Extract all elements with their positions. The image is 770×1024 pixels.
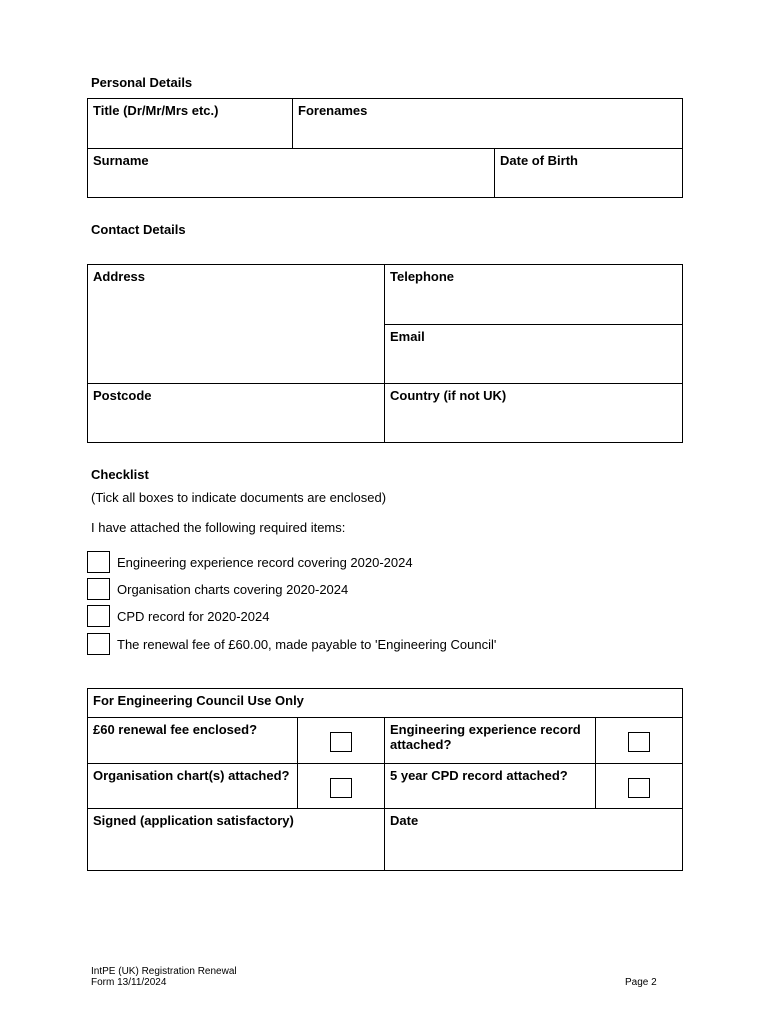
telephone-label: Telephone xyxy=(390,269,455,284)
signed-field[interactable] xyxy=(88,809,385,871)
org-chart-label: Organisation chart(s) attached? xyxy=(93,768,290,783)
email-field[interactable] xyxy=(385,325,683,384)
country-field[interactable] xyxy=(385,384,683,443)
cpd-attached-checkbox[interactable] xyxy=(628,778,650,798)
org-chart-checkbox[interactable] xyxy=(330,778,352,798)
office-use-heading-cell xyxy=(88,689,683,718)
footer-form-name: IntPE (UK) Registration Renewal xyxy=(91,966,237,977)
date-field[interactable] xyxy=(385,809,683,871)
checklist-item-label: The renewal fee of £60.00, made payable to 'Engineering Council' xyxy=(117,636,497,652)
personal-details-table xyxy=(87,98,683,198)
cpd-record-checkbox[interactable] xyxy=(87,605,110,627)
experience-attached-checkbox-cell xyxy=(596,718,683,764)
checklist-item xyxy=(87,550,413,574)
personal-details-heading: Personal Details xyxy=(91,75,193,90)
checklist-item-label: Engineering experience record covering 2020-2024 xyxy=(117,554,413,570)
forenames-label: Forenames xyxy=(298,103,368,118)
date-label: Date xyxy=(390,813,419,828)
office-use-table xyxy=(87,688,683,871)
cpd-attached-label: 5 year CPD record attached? xyxy=(390,768,568,783)
surname-label: Surname xyxy=(93,153,149,168)
postcode-label: Postcode xyxy=(93,388,152,403)
checklist-item xyxy=(87,632,496,656)
office-use-heading: For Engineering Council Use Only xyxy=(93,693,304,708)
forenames-field[interactable] xyxy=(293,99,683,149)
org-chart-cell xyxy=(88,764,298,809)
cpd-attached-checkbox-cell xyxy=(596,764,683,809)
fee-enclosed-label: £60 renewal fee enclosed? xyxy=(93,722,258,737)
page-number: Page 2 xyxy=(625,977,657,988)
checklist-item-label: CPD record for 2020-2024 xyxy=(117,608,270,624)
postcode-field[interactable] xyxy=(88,384,385,443)
fee-enclosed-checkbox[interactable] xyxy=(330,732,352,752)
fee-enclosed-cell xyxy=(88,718,298,764)
surname-field[interactable] xyxy=(88,149,495,198)
signed-label: Signed (application satisfactory) xyxy=(93,813,294,828)
telephone-field[interactable] xyxy=(385,265,683,325)
footer-form-date: Form 13/11/2024 xyxy=(91,977,167,988)
organisation-charts-checkbox[interactable] xyxy=(87,578,110,600)
title-label: Title (Dr/Mr/Mrs etc.) xyxy=(93,103,219,118)
email-label: Email xyxy=(390,329,425,344)
date-of-birth-label: Date of Birth xyxy=(500,153,578,168)
checklist-item xyxy=(87,604,269,628)
address-label: Address xyxy=(93,269,146,284)
country-label: Country (if not UK) xyxy=(390,388,507,403)
experience-attached-label: Engineering experience record attached? xyxy=(390,722,581,752)
org-chart-checkbox-cell xyxy=(298,764,385,809)
checklist-intro: I have attached the following required items: xyxy=(91,520,346,535)
footer-form-info xyxy=(91,966,237,988)
experience-attached-checkbox[interactable] xyxy=(628,732,650,752)
experience-attached-cell xyxy=(385,718,596,764)
title-field[interactable] xyxy=(88,99,293,149)
contact-details-table xyxy=(87,264,683,443)
date-of-birth-field[interactable] xyxy=(495,149,683,198)
contact-details-heading: Contact Details xyxy=(91,222,186,237)
checklist-instruction: (Tick all boxes to indicate documents are enclosed) xyxy=(91,490,387,505)
experience-record-checkbox[interactable] xyxy=(87,551,110,573)
cpd-attached-cell xyxy=(385,764,596,809)
address-field[interactable] xyxy=(88,265,385,384)
checklist-heading: Checklist xyxy=(91,467,149,482)
checklist-item-label: Organisation charts covering 2020-2024 xyxy=(117,581,349,597)
checklist-item xyxy=(87,577,348,601)
renewal-fee-checkbox[interactable] xyxy=(87,633,110,655)
fee-enclosed-checkbox-cell xyxy=(298,718,385,764)
